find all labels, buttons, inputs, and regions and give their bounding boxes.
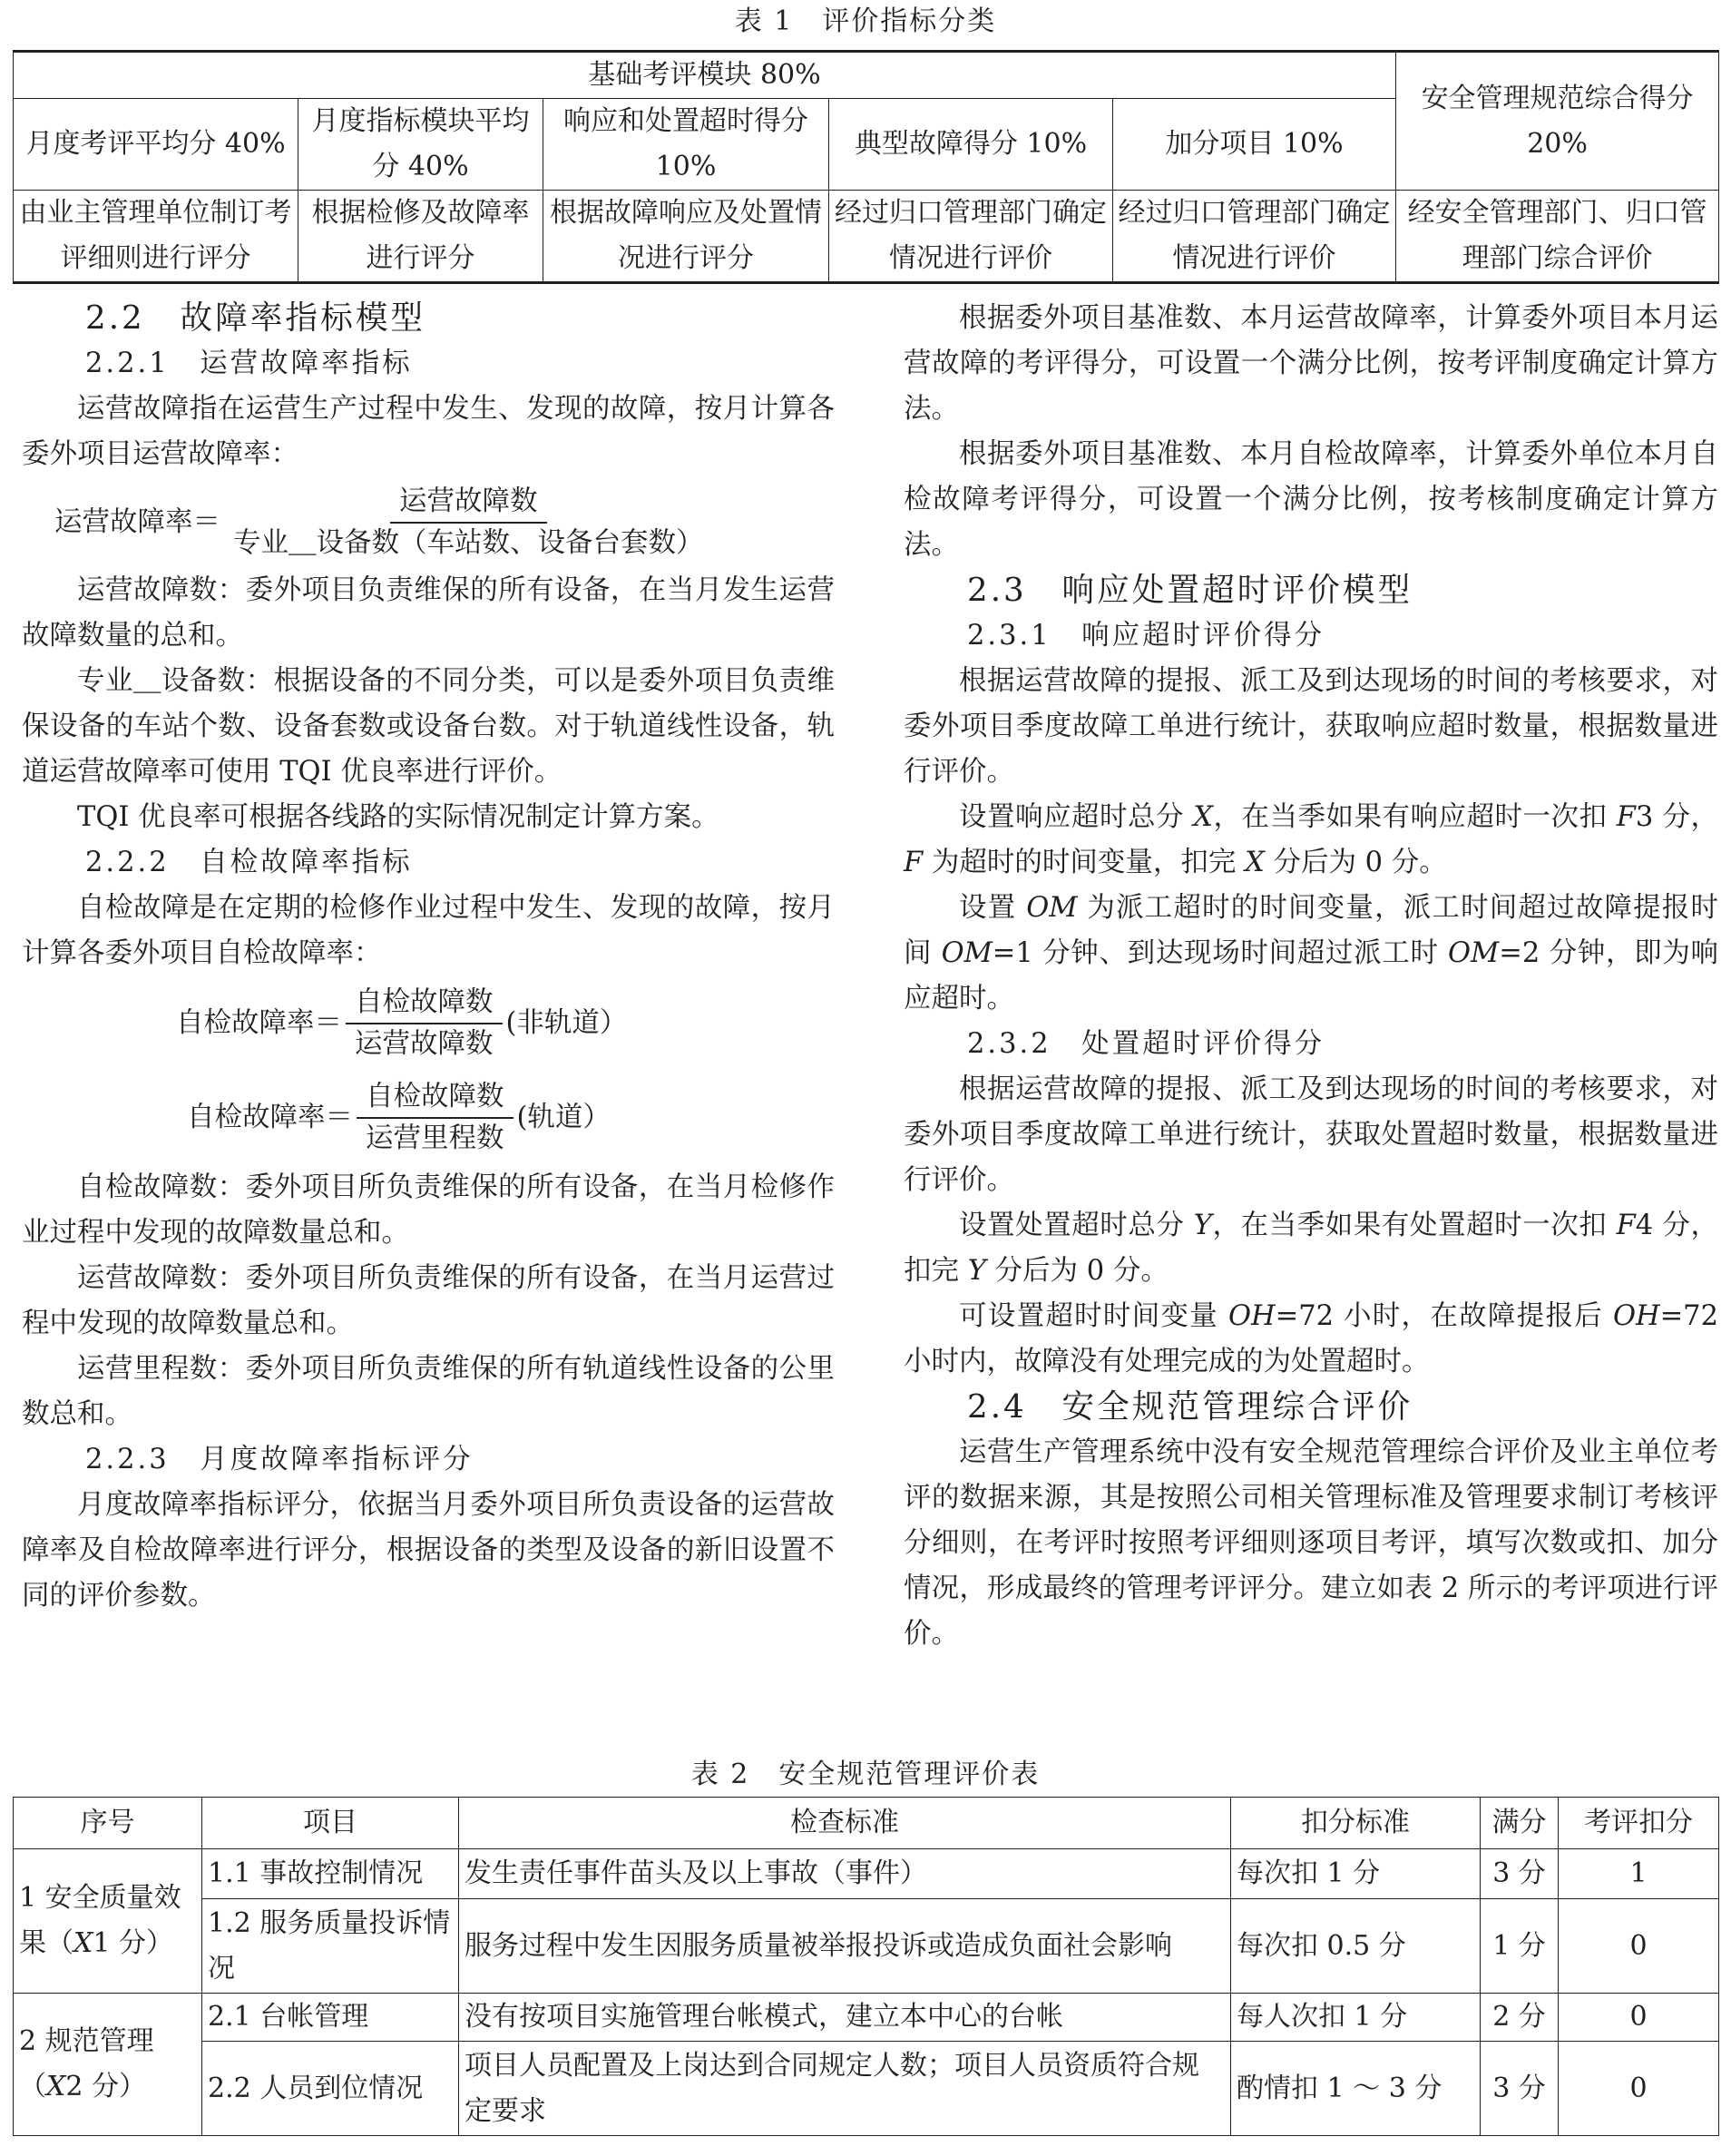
table-cell: 0 xyxy=(1559,1899,1719,1994)
safety-evaluation-table xyxy=(13,1797,1719,2136)
formula-numerator: 自检故障数 xyxy=(346,983,503,1024)
table-cell: 2.2 人员到位情况 xyxy=(202,2042,459,2136)
formula-denominator: 运营里程数 xyxy=(366,1122,504,1154)
table-cell: 经安全管理部门、归口管理部门综合评价 xyxy=(1396,191,1719,283)
table-cell: 2.1 台帐管理 xyxy=(202,1994,459,2042)
table-cell: 1 xyxy=(1559,1849,1719,1899)
table-cell: 发生责任事件苗头及以上事故（事件） xyxy=(459,1849,1231,1899)
table2-caption: 表 2 安全规范管理评价表 xyxy=(690,1759,1041,1790)
table-cell: 每次扣 0.5 分 xyxy=(1231,1899,1481,1994)
table-cell: 酌情扣 1 ～ 3 分 xyxy=(1231,2042,1481,2136)
formula-denominator: 运营故障数 xyxy=(355,1028,494,1060)
table-cell: 每次扣 1 分 xyxy=(1231,1849,1481,1899)
paragraph: 自检故障数：委外项目所负责维保的所有设备，在当月检修作业过程中发现的故障数量总和。 xyxy=(22,1171,835,1249)
formula-self-check-rate-track xyxy=(22,1071,835,1165)
table-cell: 由业主管理单位制订考评细则进行评分 xyxy=(14,191,298,283)
paragraph: 运营故障指在运营生产过程中发生、发现的故障，按月计算各委外项目运营故障率： xyxy=(22,393,835,470)
paragraph: 月度故障率指标评分，依据当月委外项目所负责设备的运营故障率及自检故障率进行评分，根据设备的类型及设备的新旧设置不同的评价参数。 xyxy=(22,1489,835,1612)
paragraph: 运营里程数：委外项目所负责维保的所有轨道线性设备的公里数总和。 xyxy=(22,1353,835,1430)
subsection-heading: 2.2.1 运营故障率指标 xyxy=(85,348,413,379)
paragraph: 根据委外项目基准数、本月运营故障率，计算委外项目本月运营故障的考评得分，可设置一个满分比例，按考评制度确定计算方法。 xyxy=(904,302,1718,425)
subsection-heading: 2.2.3 月度故障率指标评分 xyxy=(85,1444,474,1475)
column-header: 典型故障得分 10% xyxy=(829,99,1113,191)
subsection-heading: 2.2.2 自检故障率指标 xyxy=(85,847,413,878)
table-cell: 项目人员配置及上岗达到合同规定人数；项目人员资质符合规定要求 xyxy=(459,2042,1231,2136)
column-header: 检查标准 xyxy=(459,1798,1231,1849)
table-cell: 3 分 xyxy=(1481,1849,1559,1899)
formula-operating-fault-rate xyxy=(22,477,835,568)
table-cell: 经过归口管理部门确定情况进行评价 xyxy=(1113,191,1396,283)
subsection-heading: 2.3.2 处置超时评价得分 xyxy=(967,1028,1325,1060)
formula-self-check-rate-non-track xyxy=(22,976,835,1071)
table-cell: 根据故障响应及处置情况进行评分 xyxy=(543,191,829,283)
table-cell: 服务过程中发生因服务质量被举报投诉或造成负面社会影响 xyxy=(459,1899,1231,1994)
formula-lhs: 自检故障率＝ xyxy=(187,1102,353,1133)
formula-denominator: 专业＿设备数（车站数、设备台套数） xyxy=(233,527,704,559)
formula-numerator: 运营故障数 xyxy=(390,482,547,524)
formula-lhs: 运营故障率＝ xyxy=(54,506,220,538)
group-cell: 2 规范管理（X2 分） xyxy=(14,1994,202,2136)
paragraph: 可设置超时时间变量 OH=72 小时，在故障提报后 OH=72 小时内，故障没有处理完成的为处置超时。 xyxy=(904,1300,1718,1377)
column-header: 加分项目 10% xyxy=(1113,99,1396,191)
paragraph: 运营故障数：委外项目所负责维保的所有设备，在当月运营过程中发现的故障数量总和。 xyxy=(22,1262,835,1339)
table-cell: 没有按项目实施管理台帐模式，建立本中心的台帐 xyxy=(459,1994,1231,2042)
paragraph: 运营故障数：委外项目负责维保的所有设备，在当月发生运营故障数量的总和。 xyxy=(22,574,835,652)
paragraph: TQI 优良率可根据各线路的实际情况制定计算方案。 xyxy=(77,801,719,833)
section-heading: 2.2 故障率指标模型 xyxy=(85,299,426,337)
formula-note: (轨道） xyxy=(516,1102,611,1133)
column-header: 月度考评平均分 40% xyxy=(14,99,298,191)
formula-note: (非轨道） xyxy=(505,1007,628,1039)
table-cell: 3 分 xyxy=(1481,2042,1559,2136)
basic-module-header: 基础考评模块 80% xyxy=(14,52,1396,99)
formula-lhs: 自检故障率＝ xyxy=(176,1007,342,1039)
table-cell: 1.2 服务质量投诉情况 xyxy=(202,1899,459,1994)
paragraph: 设置处置超时总分 Y，在当季如果有处置超时一次扣 F4 分，扣完 Y 分后为 0 分。 xyxy=(904,1210,1718,1287)
column-header: 考评扣分 xyxy=(1559,1798,1719,1849)
paragraph: 根据运营故障的提报、派工及到达现场的时间的考核要求，对委外项目季度故障工单进行统计，获取处置超时数量，根据数量进行评价。 xyxy=(904,1073,1718,1196)
group-cell: 1 安全质量效果（X1 分） xyxy=(14,1849,202,1994)
section-heading: 2.4 安全规范管理综合评价 xyxy=(967,1388,1413,1426)
paragraph: 运营生产管理系统中没有安全规范管理综合评价及业主单位考评的数据来源，其是按照公司相关管理标准及管理要求制订考核评分细则，在考评时按照考评细则逐项目考评，填写次数或扣、加分情况，形成最终的管理考评评分。建立如表 2 所示的考评项进行评价。 xyxy=(904,1436,1718,1650)
left-column xyxy=(22,296,835,1619)
table-cell: 1 分 xyxy=(1481,1899,1559,1994)
table-cell: 根据检修及故障率进行评分 xyxy=(298,191,543,283)
paragraph: 专业＿设备数：根据设备的不同分类，可以是委外项目负责维保设备的车站个数、设备套数或设备台数。对于轨道线性设备，轨道运营故障率可使用 TQI 优良率进行评价。 xyxy=(22,665,835,788)
evaluation-index-table xyxy=(13,50,1719,284)
table-cell: 0 xyxy=(1559,2042,1719,2136)
paragraph: 根据运营故障的提报、派工及到达现场的时间的考核要求，对委外项目季度故障工单进行统计，获取响应超时数量，根据数量进行评价。 xyxy=(904,665,1718,788)
safety-module-header: 安全管理规范综合得分 20% xyxy=(1396,52,1719,191)
paragraph: 设置 OM 为派工超时的时间变量，派工时间超过故障提报时间 OM=1 分钟、到达现场时间超过派工时 OM=2 分钟，即为响应超时。 xyxy=(904,892,1718,1014)
paragraph: 根据委外项目基准数、本月自检故障率，计算委外单位本月自检故障考评得分，可设置一个满分比例，按考核制度确定计算方法。 xyxy=(904,438,1718,561)
column-header: 项目 xyxy=(202,1798,459,1849)
column-header: 序号 xyxy=(14,1798,202,1849)
column-header: 扣分标准 xyxy=(1231,1798,1481,1849)
table-cell: 经过归口管理部门确定情况进行评价 xyxy=(829,191,1113,283)
table1-caption: 表 1 评价指标分类 xyxy=(734,5,997,37)
table-cell: 1.1 事故控制情况 xyxy=(202,1849,459,1899)
column-header: 满分 xyxy=(1481,1798,1559,1849)
table-cell: 2 分 xyxy=(1481,1994,1559,2042)
right-column xyxy=(904,296,1718,1657)
formula-numerator: 自检故障数 xyxy=(357,1077,513,1119)
section-heading: 2.3 响应处置超时评价模型 xyxy=(967,572,1413,609)
column-header: 月度指标模块平均分 40% xyxy=(298,99,543,191)
paragraph: 设置响应超时总分 X，在当季如果有响应超时一次扣 F3 分，F 为超时的时间变量，扣完 X 分后为 0 分。 xyxy=(904,801,1718,878)
table-cell: 每人次扣 1 分 xyxy=(1231,1994,1481,2042)
subsection-heading: 2.3.1 响应超时评价得分 xyxy=(967,620,1325,652)
paragraph: 自检故障是在定期的检修作业过程中发生、发现的故障，按月计算各委外项目自检故障率： xyxy=(22,892,835,969)
table-cell: 0 xyxy=(1559,1994,1719,2042)
column-header: 响应和处置超时得分 10% xyxy=(543,99,829,191)
